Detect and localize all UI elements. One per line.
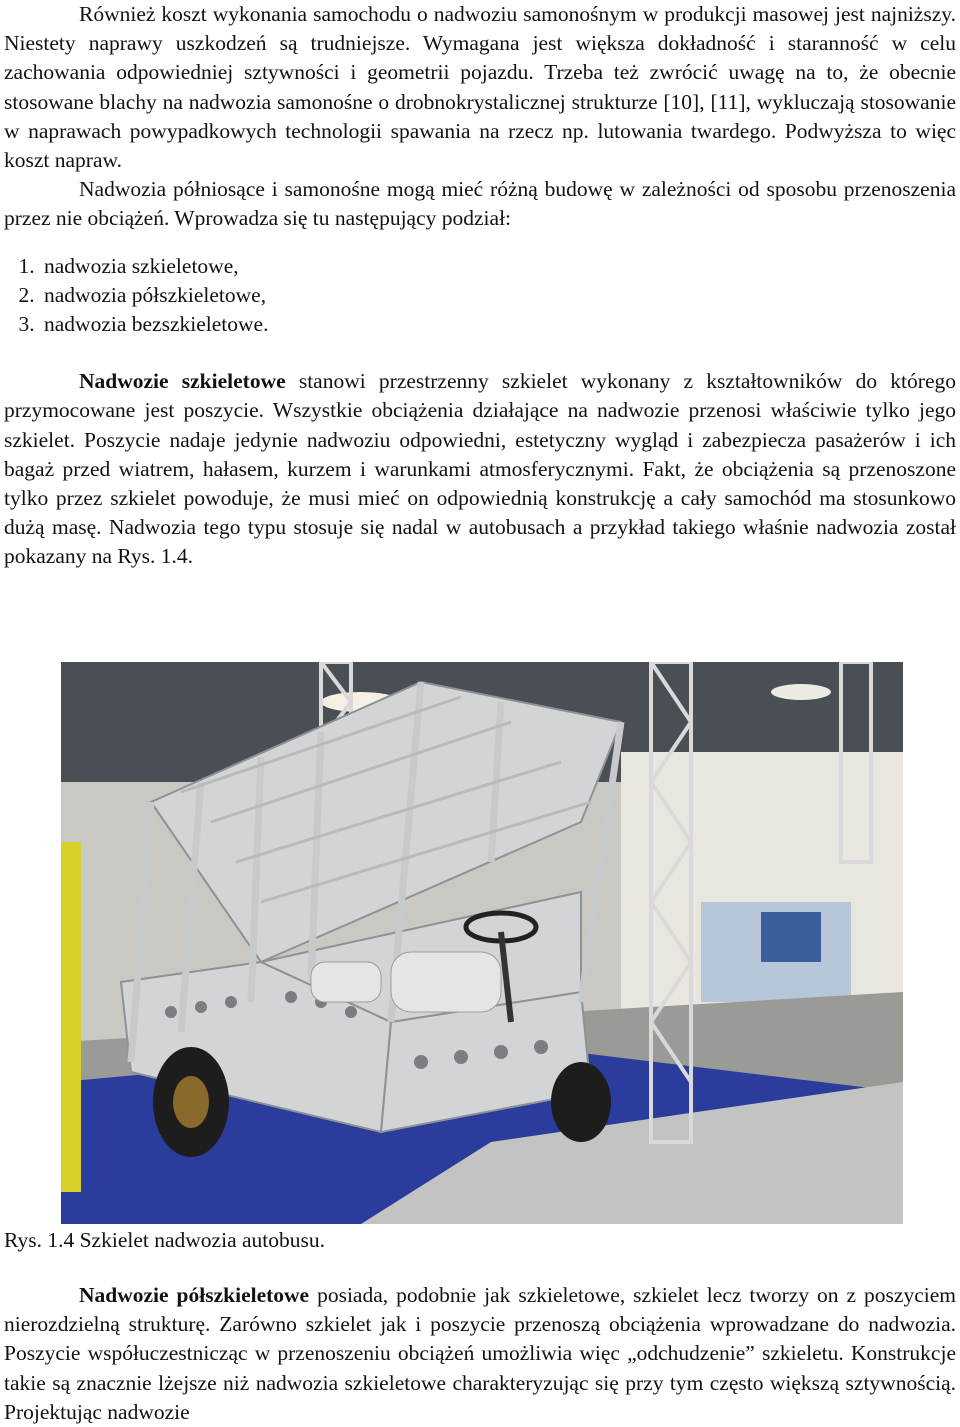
list-item: 3. nadwozia bezszkieletowe. xyxy=(40,310,956,339)
paragraph-half-skeleton-body-text: posiada, podobnie jak szkieletowe, szkielet lecz tworzy on z poszyciem nierozdzielną strukturę. Zarówno szkielet jak i poszycie przenoszą obciążenia wprowadzane do nadwozia. Poszycie współuczestnicząc w przenoszeniu obciążeń umożliwia więc „odchudzenie” szkieletu. Konstrukcje takie są znacznie lżejsze niż nadwozia szkieletowe charakteryzując się przy tym często większą sztywnością. Projektując nadwozie xyxy=(4,1283,956,1424)
bus-skeleton-photo xyxy=(61,662,903,1224)
figure-caption: Rys. 1.4 Szkielet nadwozia autobusu. xyxy=(4,1228,325,1252)
body-types-list xyxy=(4,252,956,340)
paragraph-2: Nadwozia półniosące i samonośne mogą mieć różną budowę w zależności od sposobu przenoszenia przez nie obciążeń. Wprowadza się tu następujący podział: xyxy=(4,177,956,231)
list-item: 1. nadwozia szkieletowe, xyxy=(40,252,956,281)
document-body-continued xyxy=(4,1281,956,1427)
paragraph-skeleton-body xyxy=(4,367,956,571)
paragraph-skeleton-body-text: stanowi przestrzenny szkielet wykonany z kształtowników do którego przymocowane jest poszycie. Wszystkie obciążenia działające na nadwozie przenosi właściwie tylko jego szkielet. Poszycie nadaje jedynie nadwoziu odpowiedni, estetyczny wygląd i zabezpiecza pasażerów i ich bagaż przed wiatrem, hałasem, kurzem i warunkami atmosferycznymi. Fakt, że obciążenia są przenoszone tylko przez szkielet powoduje, że musi mieć on odpowiednią konstrukcję a cały samochód ma stosunkowo dużą masę. Nadwozia tego typu stosuje się nadal w autobusach a przykład takiego właśnie nadwozia został pokazany na Rys. 1.4. xyxy=(4,369,956,569)
paragraph-1: Również koszt wykonania samochodu o nadwoziu samonośnym w produkcji masowej jest najniższy. Niestety naprawy uszkodzeń są trudniejsze. Wymagana jest większa dokładność i staranność w celu zachowania odpowiedniej sztywności i geometrii pojazdu. Trzeba też zwrócić uwagę na to, że obecnie stosowane blachy na nadwozia samonośne o drobnokrystalicznej strukturze [10], [11], wykluczają stosowanie w naprawach powypadkowych technologii spawania na rzecz np. lutowania twardego. Podwyższa to więc koszt napraw. xyxy=(4,2,956,173)
list-item: 2. nadwozia półszkieletowe, xyxy=(40,281,956,310)
term-skeleton-body: Nadwozie szkieletowe xyxy=(79,369,286,394)
paragraph-half-skeleton-body xyxy=(4,1281,956,1427)
bus-skeleton-image xyxy=(61,662,903,1224)
document-body xyxy=(4,0,956,572)
term-half-skeleton-body: Nadwozie półszkieletowe xyxy=(79,1283,310,1307)
